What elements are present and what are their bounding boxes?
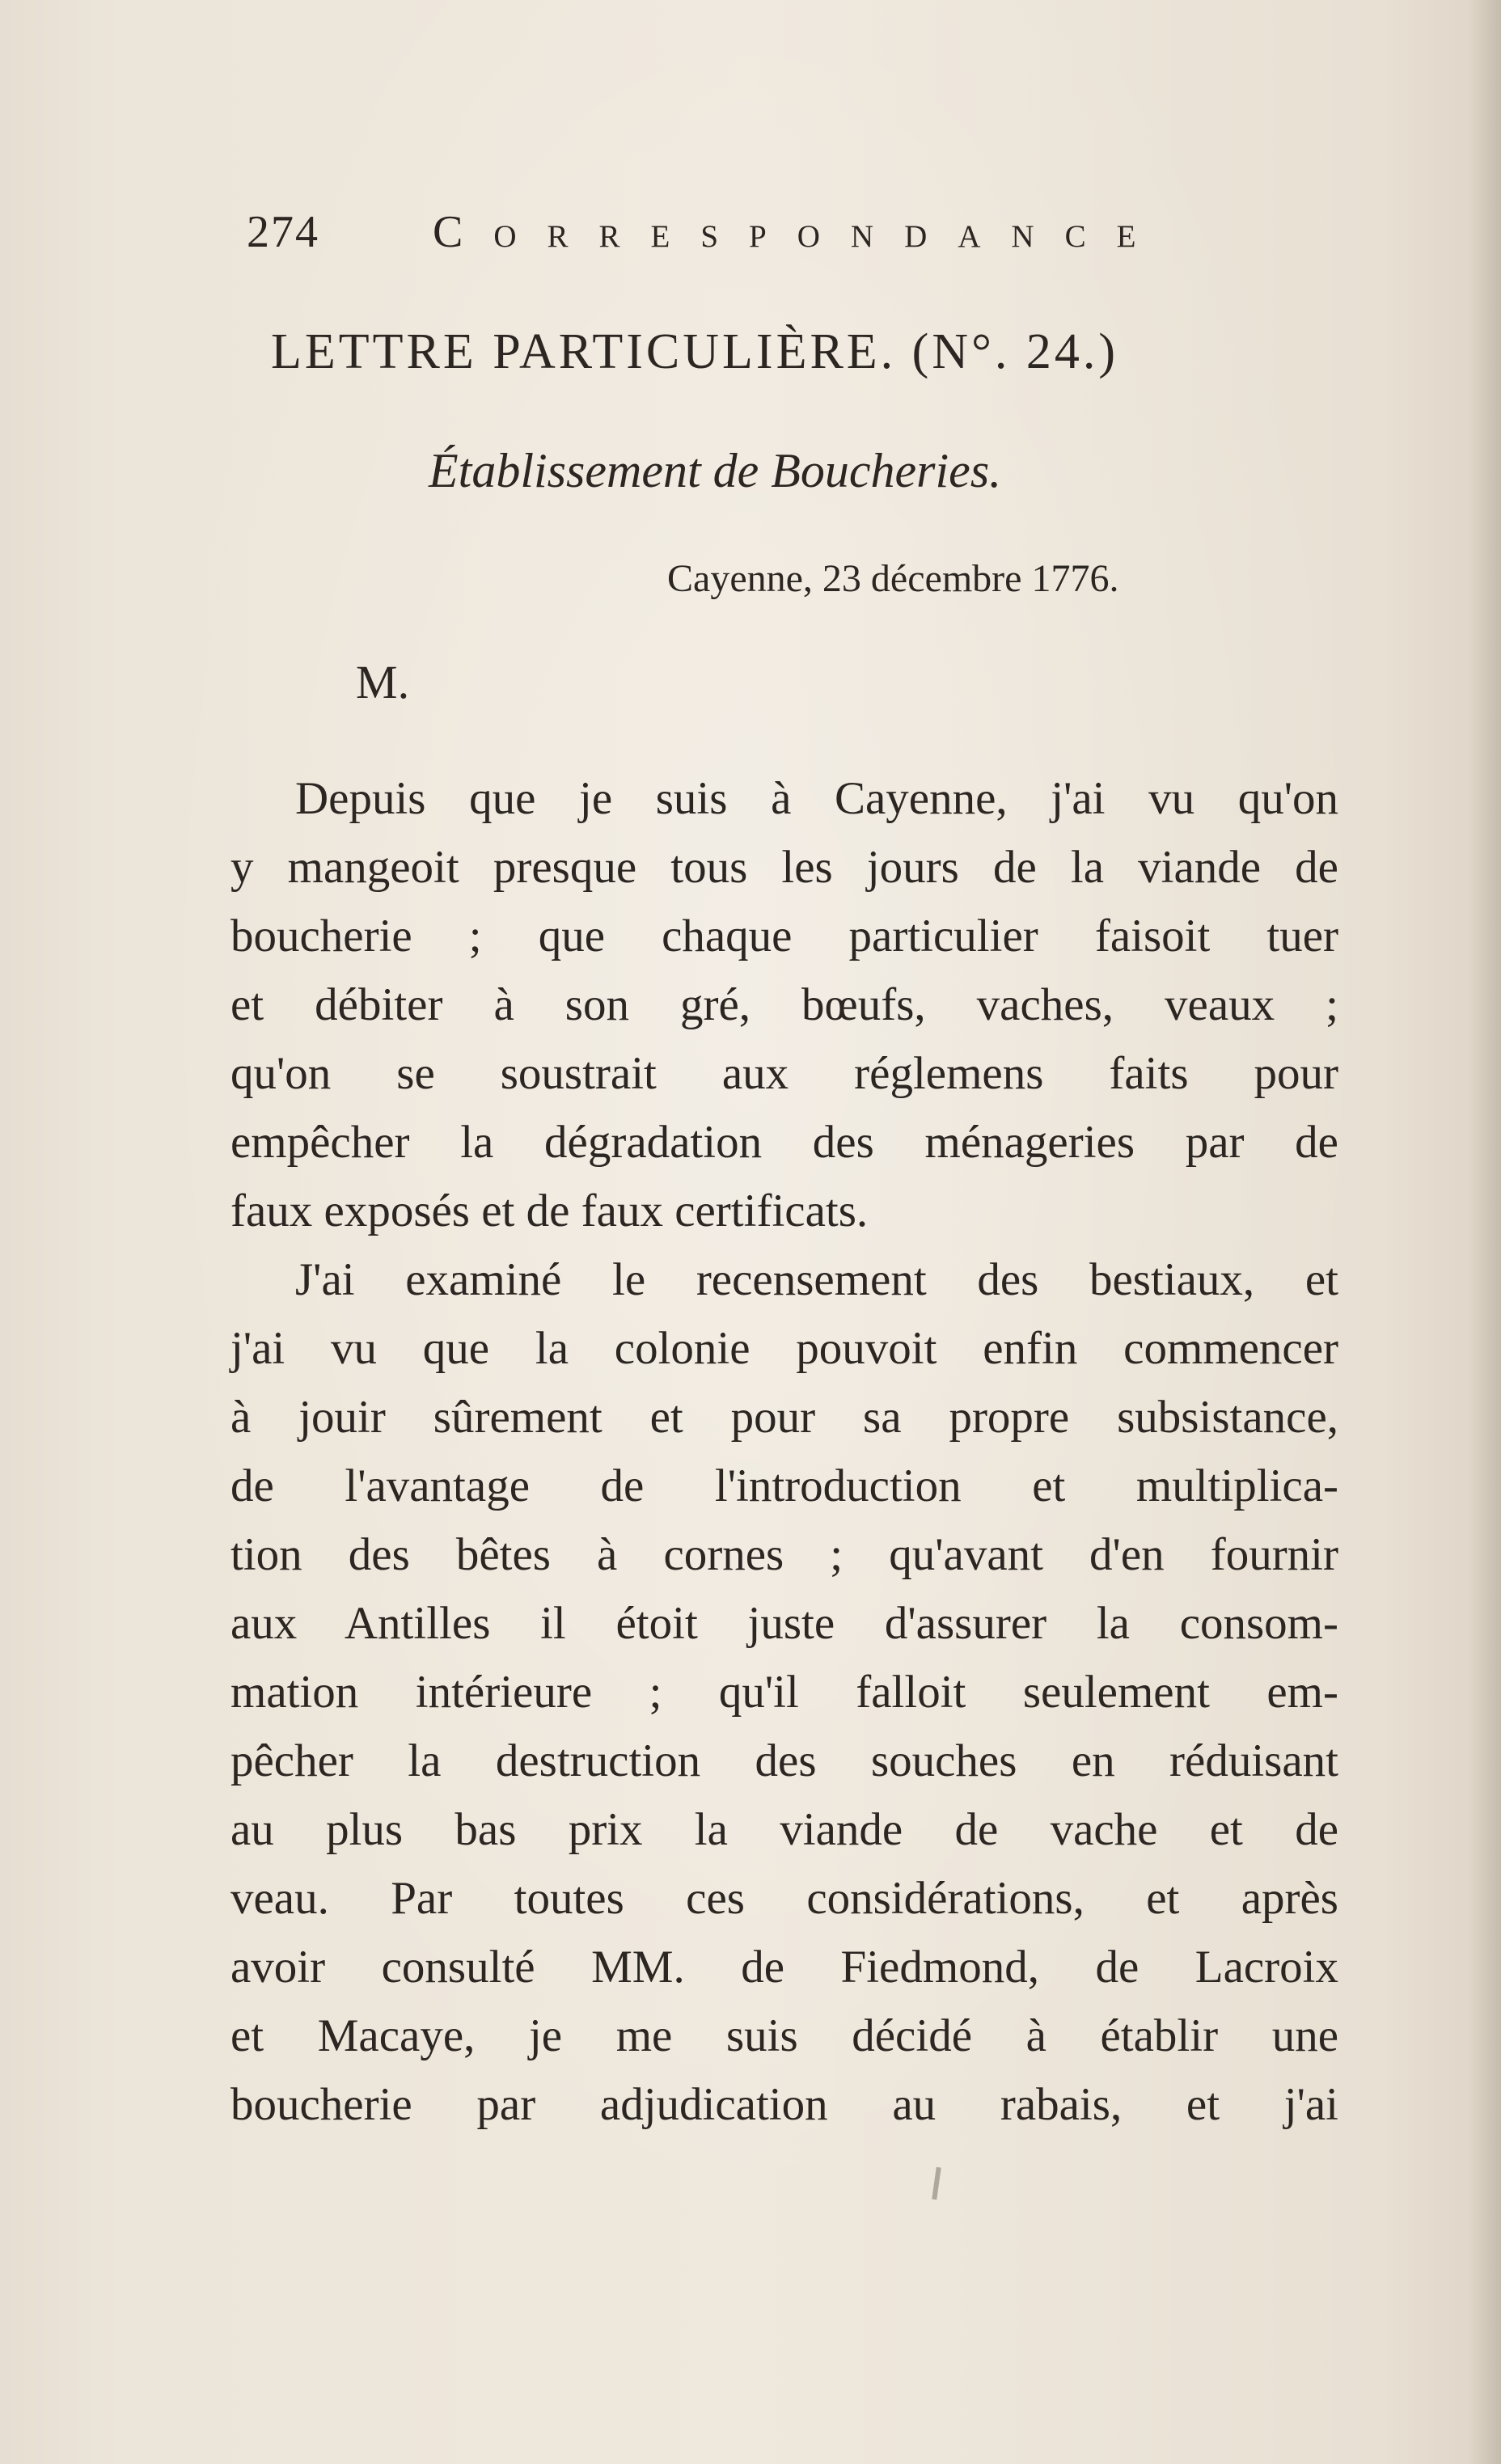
ink-mark [932,2167,941,2200]
page-number: 274 [247,207,319,257]
text-line: veau. Par toutes ces considérations, et après [230,1873,1338,1924]
text-line: J'ai examiné le recensement des bestiaux, et [295,1254,1338,1305]
text-line: aux Antilles il étoit juste d'assurer la consom- [230,1598,1338,1649]
text-line: qu'on se soustrait aux réglemens faits pour [230,1048,1338,1099]
text-line: empêcher la dégradation des ménageries par de [230,1117,1338,1168]
page-edge-shadow [1469,0,1501,2464]
letter-subject: Établissement de Boucheries. [429,444,1002,497]
text-line: avoir consulté MM. de Fiedmond, de Lacroix [230,1942,1338,1993]
text-line: boucherie ; que chaque particulier faisoit tuer [230,911,1338,962]
text-line: au plus bas prix la viande de vache et de [230,1804,1338,1855]
text-line: tion des bêtes à cornes ; qu'avant d'en fournir [230,1529,1338,1580]
running-head [247,206,1185,271]
text-line: j'ai vu que la colonie pouvoit enfin commencer [230,1323,1338,1374]
text-line: y mangeoit presque tous les jours de la viande de [230,842,1338,893]
text-line: boucherie par adjudication au rabais, et j'ai [230,2079,1338,2130]
dateline: Cayenne, 23 décembre 1776. [667,557,1119,600]
text-line: à jouir sûrement et pour sa propre subsistance, [230,1392,1338,1443]
salutation: M. [356,656,410,708]
paragraph-1 [230,764,1338,1245]
paragraph-2 [230,1245,1338,2139]
text-line: et débiter à son gré, bœufs, vaches, veaux ; [230,979,1338,1030]
text-line: pêcher la destruction des souches en réduisant [230,1735,1338,1786]
running-title: Correspondance [433,207,1167,257]
text-line: et Macaye, je me suis décidé à établir une [230,2010,1338,2061]
text-line: Depuis que je suis à Cayenne, j'ai vu qu'on [295,773,1338,824]
text-line: faux exposés et de faux certificats. [230,1186,869,1236]
text-line: mation intérieure ; qu'il falloit seulement em- [230,1667,1338,1718]
letter-title: LETTRE PARTICULIÈRE. (N°. 24.) [271,324,1119,379]
letter-body [230,764,1338,2139]
text-line: de l'avantage de l'introduction et multiplica- [230,1460,1338,1511]
